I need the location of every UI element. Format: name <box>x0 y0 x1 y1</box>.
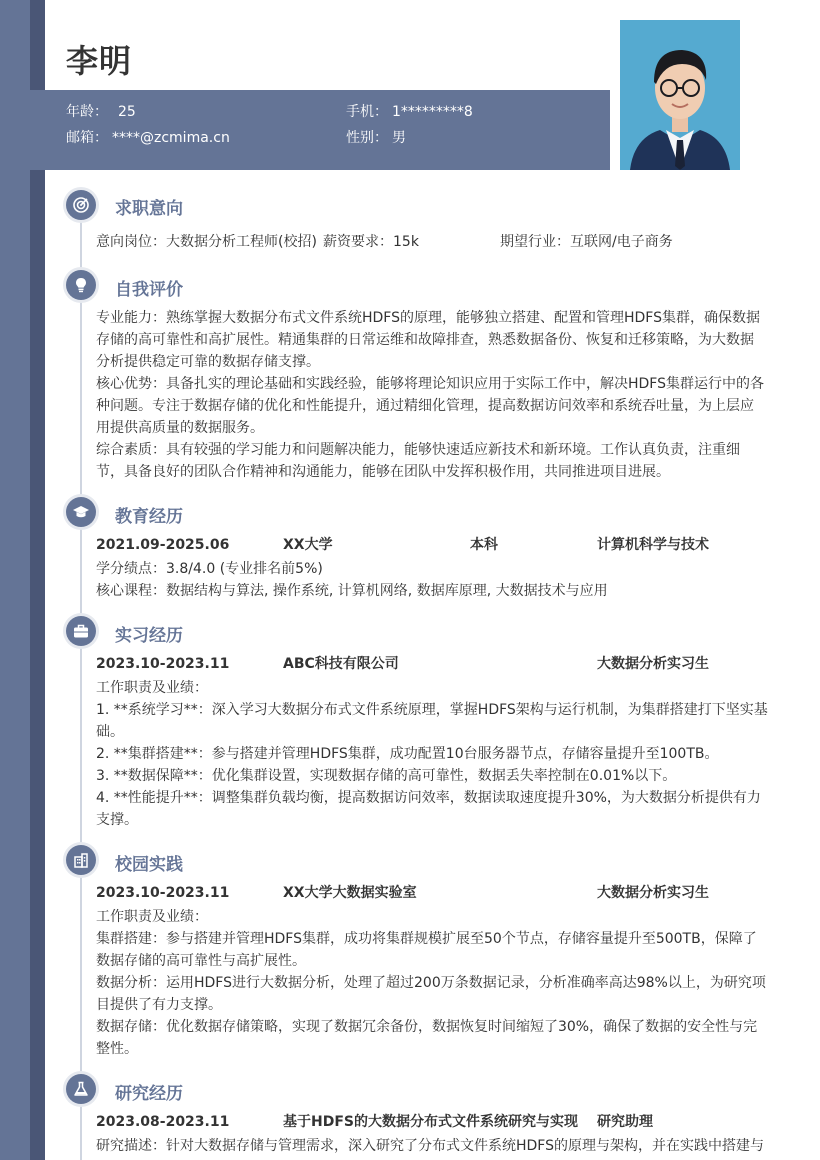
internship-line: 1. **系统学习**：深入学习大数据分布式文件系统原理，掌握HDFS架构与运行机制，为集群搭建打下坚实基 <box>96 702 768 718</box>
campus-line: 集群搭建：参与搭建并管理HDFS集群，成功将集群规模扩展至50个节点，存储容量提升至500TB，保障了 <box>96 931 757 947</box>
section-title-research: 研究经历 <box>115 1084 183 1104</box>
self-line: 综合素质：具有较强的学习能力和问题解决能力，能够快速适应新技术和新环境。工作认真负责，注重细 <box>96 442 740 458</box>
left-accent-bar <box>0 0 30 1160</box>
self-line: 专业能力：熟练掌握大数据分布式文件系统HDFS的原理，能够独立搭建、配置和管理HDFS集群，确保数据 <box>96 310 760 326</box>
gender-label: 性别： <box>346 130 388 146</box>
education-major: 计算机科学与技术 <box>597 537 709 553</box>
profile-photo <box>620 20 740 170</box>
campus-line: 目提供了有力支撑。 <box>96 997 222 1013</box>
education-header-row <box>96 534 766 556</box>
education-gpa: 学分绩点：3.8/4.0 (专业排名前5%) <box>96 561 323 577</box>
internship-line: 础。 <box>96 724 124 740</box>
campus-period: 2023.10-2023.11 <box>96 885 230 901</box>
phone-value: 1*********8 <box>392 104 473 120</box>
section-title-self: 自我评价 <box>115 280 183 300</box>
research-header-row <box>96 1111 766 1133</box>
left-accent-bar-inner <box>30 0 45 1160</box>
intent-salary: 薪资要求：15k <box>323 234 419 250</box>
self-line: 用提供高质量的数据服务。 <box>96 420 264 436</box>
timeline-line <box>80 205 82 1160</box>
intent-position: 意向岗位：大数据分析工程师(校招) <box>96 234 317 250</box>
section-title-internship: 实习经历 <box>115 626 183 646</box>
email-info <box>66 127 230 147</box>
education-courses: 核心课程：数据结构与算法, 操作系统, 计算机网络, 数据库原理, 大数据技术与应用 <box>96 583 608 599</box>
campus-line: 数据存储：优化数据存储策略，实现了数据冗余备份，数据恢复时间缩短了30%，确保了数据的安全性与完 <box>96 1019 758 1035</box>
age-info <box>66 101 136 121</box>
internship-line: 4. **性能提升**：调整集群负载均衡，提高数据访问效率，数据读取速度提升30%，为大数据分析提供有力 <box>96 790 761 806</box>
internship-company: ABC科技有限公司 <box>283 656 399 672</box>
internship-line: 工作职责及业绩： <box>96 680 208 696</box>
internship-header-row <box>96 653 766 675</box>
campus-line: 整性。 <box>96 1041 138 1057</box>
campus-line: 数据分析：运用HDFS进行大数据分析，处理了超过200万条数据记录，分析准确率高达98%以上，为研究项 <box>96 975 766 991</box>
campus-line: 数据存储的高可靠性与高扩展性。 <box>96 953 306 969</box>
self-line: 种问题。专注于数据存储的优化和性能提升，通过精细化管理，提高数据访问效率和系统吞吐量，为上层应 <box>96 398 754 414</box>
internship-line: 3. **数据保障**：优化集群设置，实现数据存储的高可靠性，数据丢失率控制在0.01%以下。 <box>96 768 677 784</box>
campus-org: XX大学大数据实验室 <box>283 885 417 901</box>
self-line: 核心优势：具备扎实的理论基础和实践经验，能够将理论知识应用于实际工作中，解决HDFS集群运行中的各 <box>96 376 764 392</box>
campus-role: 大数据分析实习生 <box>597 885 709 901</box>
gender-info <box>346 127 406 147</box>
target-icon <box>66 190 96 220</box>
phone-label: 手机： <box>346 104 388 120</box>
self-line: 分析提供稳定可靠的数据存储支撑。 <box>96 354 320 370</box>
building-icon <box>66 845 96 875</box>
graduation-cap-icon <box>66 497 96 527</box>
campus-line: 工作职责及业绩： <box>96 909 208 925</box>
section-title-campus: 校园实践 <box>115 855 183 875</box>
self-line: 存储的高可靠性和高扩展性。精通集群的日常运维和故障排查，熟悉数据备份、恢复和迁移策略，为大数据 <box>96 332 754 348</box>
briefcase-icon <box>66 616 96 646</box>
email-value: ****@zcmima.cn <box>112 130 230 146</box>
gender-value: 男 <box>392 130 406 146</box>
section-title-intent: 求职意向 <box>115 199 183 219</box>
lightbulb-icon <box>66 270 96 300</box>
education-degree: 本科 <box>470 537 498 553</box>
candidate-name: 李明 <box>66 42 133 80</box>
campus-header-row <box>96 882 766 904</box>
education-school: XX大学 <box>283 537 333 553</box>
flask-icon <box>66 1074 96 1104</box>
email-label: 邮箱： <box>66 130 108 146</box>
internship-line: 支撑。 <box>96 812 138 828</box>
internship-role: 大数据分析实习生 <box>597 656 709 672</box>
section-title-education: 教育经历 <box>115 507 183 527</box>
education-period: 2021.09-2025.06 <box>96 537 230 553</box>
research-role: 研究助理 <box>597 1114 653 1130</box>
age-label: 年龄： <box>66 104 108 120</box>
age-value: 25 <box>118 104 136 120</box>
internship-period: 2023.10-2023.11 <box>96 656 230 672</box>
intent-industry: 期望行业：互联网/电子商务 <box>500 234 673 250</box>
phone-info <box>346 101 473 121</box>
internship-line: 2. **集群搭建**：参与搭建并管理HDFS集群，成功配置10台服务器节点，存储容量提升至100TB。 <box>96 746 719 762</box>
research-project: 基于HDFS的大数据分布式文件系统研究与实现 <box>283 1114 578 1130</box>
self-line: 节，具备良好的团队合作精神和沟通能力，能够在团队中发挥积极作用，共同推进项目进展。 <box>96 464 670 480</box>
research-period: 2023.08-2023.11 <box>96 1114 230 1130</box>
research-line: 研究描述：针对大数据存储与管理需求，深入研究了分布式文件系统HDFS的原理与架构，并在实践中搭建与 <box>96 1138 764 1154</box>
